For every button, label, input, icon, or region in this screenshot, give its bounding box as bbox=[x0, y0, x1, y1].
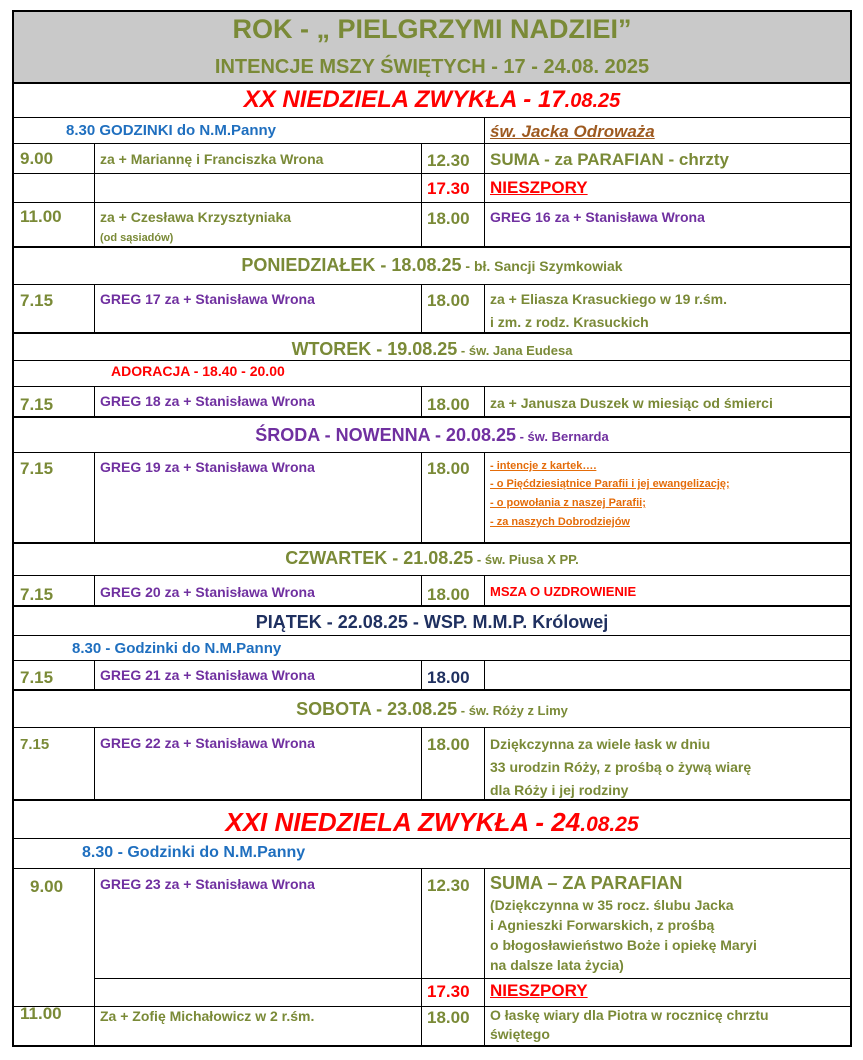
mass-intention: za + Mariannę i Franciszka Wrona bbox=[100, 151, 324, 167]
monday-saint: - bł. Sancji Szymkowiak bbox=[461, 258, 623, 274]
mass-time: 7.15 bbox=[20, 585, 54, 604]
divider bbox=[14, 143, 850, 144]
divider bbox=[94, 386, 95, 416]
wednesday-title-text: ŚRODA - NOWENNA - 20.08.25 bbox=[255, 425, 516, 445]
divider bbox=[14, 799, 850, 801]
mass-time: 18.00 bbox=[427, 291, 470, 310]
divider bbox=[94, 575, 95, 605]
suma-intention-line: (Dziękczynna w 35 rocz. ślubu Jacka bbox=[490, 897, 734, 913]
mass-intention: GREG 19 za + Stanisława Wrona bbox=[100, 459, 315, 475]
mass-intention: GREG 17 za + Stanisława Wrona bbox=[100, 291, 315, 307]
mass-time: 18.00 bbox=[427, 585, 470, 604]
tuesday-saint: - św. Jana Eudesa bbox=[457, 343, 573, 358]
mass-time: 7.15 bbox=[20, 459, 54, 478]
mass-intention-line2: 33 urodzin Róży, z prośbą o żywą wiarę bbox=[490, 759, 752, 775]
divider bbox=[14, 246, 850, 248]
healing-mass: MSZA O UZDROWIENIE bbox=[490, 584, 637, 599]
mass-time: 17.30 bbox=[427, 982, 470, 1001]
mass-time: 7.15 bbox=[20, 395, 54, 414]
mass-time: 18.00 bbox=[427, 459, 470, 478]
novena-intention: - o powołania z naszej Parafii; bbox=[490, 497, 646, 509]
mass-intention: za + Janusza Duszek w miesiąc od śmierci bbox=[490, 395, 773, 411]
mass-time: 7.15 bbox=[20, 736, 50, 753]
divider bbox=[421, 727, 422, 799]
mass-schedule-sheet bbox=[12, 10, 852, 1047]
divider bbox=[14, 360, 850, 361]
mass-intention: GREG 16 za + Stanisława Wrona bbox=[490, 209, 705, 225]
thursday-title-text: CZWARTEK - 21.08.25 bbox=[285, 548, 474, 568]
divider bbox=[94, 452, 95, 542]
mass-time: 18.00 bbox=[427, 668, 470, 687]
saturday-saint: - św. Róży z Limy bbox=[457, 703, 568, 718]
thursday-title bbox=[14, 548, 850, 569]
monday-title bbox=[14, 255, 850, 276]
divider bbox=[421, 575, 422, 605]
mass-intention: GREG 20 za + Stanisława Wrona bbox=[100, 584, 315, 600]
mass-intention-line2: świętego bbox=[490, 1026, 550, 1042]
divider bbox=[14, 575, 850, 576]
divider bbox=[14, 542, 850, 544]
sunday1-date: .08.25 bbox=[564, 90, 621, 112]
mass-time: 11.00 bbox=[20, 207, 62, 226]
divider bbox=[484, 452, 485, 542]
divider bbox=[94, 660, 95, 689]
page-title: ROK - „ PIELGRZYMI NADZIEI” bbox=[232, 14, 632, 44]
wednesday-title bbox=[14, 425, 850, 446]
mass-intention: GREG 23 za + Stanisława Wrona bbox=[100, 876, 315, 892]
saturday-title bbox=[14, 699, 850, 720]
wednesday-saint: - św. Bernarda bbox=[516, 429, 609, 444]
divider bbox=[484, 117, 485, 246]
divider bbox=[421, 143, 422, 246]
divider bbox=[14, 605, 850, 607]
divider bbox=[14, 202, 850, 203]
thursday-saint: - św. Piusa X PP. bbox=[473, 552, 579, 567]
divider bbox=[94, 978, 850, 979]
divider bbox=[484, 386, 485, 416]
novena-intention: - za naszych Dobrodziejów bbox=[490, 516, 630, 528]
suma-intention-line: i Agnieszki Forwarskich, z prośbą bbox=[490, 917, 715, 933]
sunday1-saint: św. Jacka Odroważa bbox=[490, 122, 655, 141]
divider bbox=[14, 173, 850, 174]
novena-intention: - o Pięćdziesiątnice Parafii i jej ewangelizację; bbox=[490, 478, 730, 490]
mass-time: 11.00 bbox=[20, 1004, 62, 1023]
divider bbox=[421, 284, 422, 332]
mass-intention: GREG 21 za + Stanisława Wrona bbox=[100, 667, 315, 683]
divider bbox=[14, 332, 850, 334]
vespers-label: NIESZPORY bbox=[490, 981, 588, 1000]
mass-intention: za + Eliasza Krasuckiego w 19 r.śm. bbox=[490, 291, 727, 307]
divider bbox=[14, 117, 850, 118]
suma-intention-line: o błogosławieństwo Boże i opiekę Maryi bbox=[490, 937, 757, 953]
divider bbox=[421, 868, 422, 1047]
mass-time: 12.30 bbox=[427, 151, 470, 170]
mass-time: 12.30 bbox=[427, 876, 470, 895]
sunday2-suma: SUMA – ZA PARAFIAN bbox=[490, 873, 683, 893]
monday-title-text: PONIEDZIAŁEK - 18.08.25 bbox=[241, 255, 462, 275]
mass-intention: za + Czesława Krzysztyniaka bbox=[100, 209, 292, 225]
divider bbox=[14, 868, 850, 869]
divider bbox=[14, 660, 850, 661]
divider bbox=[484, 868, 485, 1047]
mass-time: 18.00 bbox=[427, 209, 470, 228]
divider bbox=[14, 82, 850, 84]
mass-time: 9.00 bbox=[30, 877, 64, 896]
mass-intention: GREG 22 za + Stanisława Wrona bbox=[100, 735, 315, 751]
sunday1-title-text: XX NIEDZIELA ZWYKŁA - 17 bbox=[243, 86, 565, 113]
friday-godzinki: 8.30 - Godzinki do N.M.Panny bbox=[72, 640, 282, 657]
tuesday-title bbox=[14, 339, 850, 360]
divider bbox=[14, 635, 850, 636]
divider bbox=[94, 868, 95, 1047]
mass-time: 18.00 bbox=[427, 735, 470, 754]
divider bbox=[14, 689, 850, 691]
divider bbox=[14, 452, 850, 453]
divider bbox=[421, 452, 422, 542]
friday-title: PIĄTEK - 22.08.25 - WSP. M.M.P. Królowej bbox=[255, 612, 609, 632]
mass-time: 7.15 bbox=[20, 668, 54, 687]
mass-time: 18.00 bbox=[427, 395, 470, 414]
divider bbox=[484, 284, 485, 332]
divider bbox=[14, 416, 850, 418]
saturday-title-text: SOBOTA - 23.08.25 bbox=[296, 699, 458, 719]
divider bbox=[94, 284, 95, 332]
mass-intention-line2: i zm. z rodz. Krasuckich bbox=[490, 314, 649, 330]
mass-intention: Za + Zofię Michałowicz w 2 r.śm. bbox=[100, 1008, 315, 1024]
sunday1-title bbox=[14, 86, 850, 114]
mass-time: 17.30 bbox=[427, 179, 470, 198]
adoration-note: ADORACJA - 18.40 - 20.00 bbox=[111, 363, 285, 379]
mass-intention-note: (od sąsiadów) bbox=[100, 232, 174, 244]
divider bbox=[421, 660, 422, 689]
sunday2-title-text: XXI NIEDZIELA ZWYKŁA - 24 bbox=[225, 807, 581, 837]
divider bbox=[94, 727, 95, 799]
divider bbox=[14, 838, 850, 839]
divider bbox=[484, 660, 485, 689]
mass-intention: Dziękczynna za wiele łask w dniu bbox=[490, 736, 711, 752]
mass-intention: O łaskę wiary dla Piotra w rocznicę chrztu bbox=[490, 1007, 769, 1023]
tuesday-title-text: WTOREK - 19.08.25 bbox=[291, 339, 458, 359]
mass-intention: SUMA - za PARAFIAN - chrzty bbox=[490, 150, 729, 169]
sunday2-date: .08.25 bbox=[580, 813, 639, 836]
divider bbox=[484, 727, 485, 799]
divider bbox=[14, 284, 850, 285]
mass-time: 18.00 bbox=[427, 1008, 470, 1027]
mass-intention-line3: dla Róży i jej rodziny bbox=[490, 782, 629, 798]
divider bbox=[94, 143, 95, 246]
vespers-label: NIESZPORY bbox=[490, 178, 588, 197]
divider bbox=[484, 575, 485, 605]
mass-time: 7.15 bbox=[20, 291, 54, 310]
sunday2-godzinki: 8.30 - Godzinki do N.M.Panny bbox=[82, 844, 306, 861]
divider bbox=[14, 386, 850, 387]
divider bbox=[421, 386, 422, 416]
divider bbox=[14, 727, 850, 728]
suma-intention-line: na dalsze lata życia) bbox=[490, 957, 624, 973]
page-subtitle: INTENCJE MSZY ŚWIĘTYCH - 17 - 24.08. 2025 bbox=[214, 56, 650, 78]
sunday1-godzinki: 8.30 GODZINKI do N.M.Panny bbox=[66, 122, 277, 139]
mass-time: 9.00 bbox=[20, 149, 54, 168]
sunday2-title bbox=[14, 807, 850, 838]
novena-intention: - intencje z kartek…. bbox=[490, 460, 597, 472]
mass-intention: GREG 18 za + Stanisława Wrona bbox=[100, 393, 315, 409]
